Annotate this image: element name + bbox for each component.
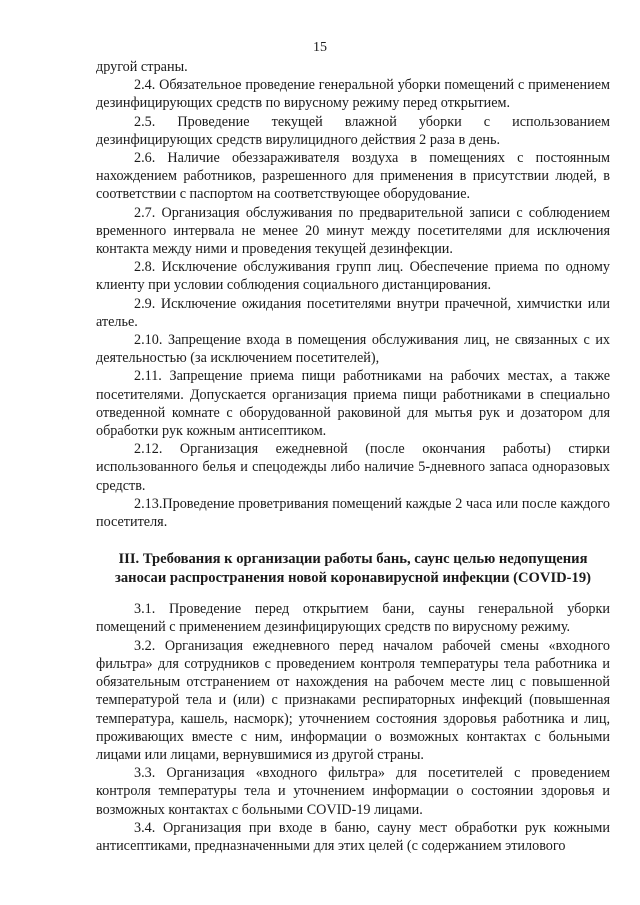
document-body <box>96 58 610 855</box>
page-number: 15 <box>313 40 327 55</box>
paragraph: 2.4. Обязательное проведение генеральной уборки помещений с применением дезинфицирующих средств по вирусному режиму перед открытием. <box>96 77 610 112</box>
paragraph: 3.4. Организация при входе в баню, сауну мест обработки рук кожными антисептиками, предназначенными для этих целей (с содержанием этилового <box>96 819 610 854</box>
section-2-paragraphs <box>96 58 610 531</box>
paragraph: 2.11. Запрещение приема пищи работниками на рабочих местах, а также посетителями. Допускается организация приема пищи работниками в специально отведенной комнате с оборудованной раковиной для мытья рук и дозатором для обработки рук кожным антисептиком. <box>96 368 610 440</box>
paragraph: 2.5. Проведение текущей влажной уборки с использованием дезинфицирующих средств вирулицидного действия 2 раза в день. <box>96 113 610 148</box>
paragraph: другой страны. <box>96 59 188 75</box>
paragraph: 2.12. Организация ежедневной (после окончания работы) стирки использованного белья и спецодежды либо наличие 5-дневного запаса одноразовых средств. <box>96 441 610 494</box>
paragraph: 3.1. Проведение перед открытием бани, сауны генеральной уборки помещений с применением дезинфицирующих средств по вирусному режиму. <box>96 601 610 636</box>
paragraph: 3.2. Организация ежедневного перед началом рабочей смены «входного фильтра» для сотрудников с проведением контроля температуры тела работника и обязательным отстранением от нахождения на рабочем месте лиц с повышенной температурой тела и (или) с признаками респираторных инфекций (повышенная температура, кашель, насморк); уточнением состояния здоровья работника и лиц, проживающих вместе с ним, информации о возможных контактах с больными лицами или лицами, вернувшимися из другой страны. <box>96 637 610 763</box>
paragraph: 2.6. Наличие обеззараживателя воздуха в помещениях с постоянным нахождением работников, разрешенного для применения в присутствии людей, в соответствии с паспортом на соответствующее оборудование. <box>96 150 610 203</box>
paragraph: 2.7. Организация обслуживания по предварительной записи с соблюдением временного интервала не менее 20 минут между посетителями для исключения контакта между ними и проведения текущей дезинфекции. <box>96 204 610 258</box>
paragraph: 3.3. Организация «входного фильтра» для посетителей с проведением контроля температуры тела и уточнением информации о состоянии здоровья и возможных контактах с больными COVID-19 лицами. <box>96 765 610 818</box>
section-3-paragraphs <box>96 600 610 855</box>
section-heading: III. Требования к организации работы бань, саунс целью недопущения заносаи распространения новой коронавирусной инфекции (COVID-19) <box>115 551 591 587</box>
paragraph: 2.10. Запрещение входа в помещения обслуживания лиц, не связанных с их деятельностью (за исключением посетителей), <box>96 332 610 367</box>
paragraph: 2.8. Исключение обслуживания групп лиц. Обеспечение приема по одному клиенту при условии соблюдения социального дистанцирования. <box>96 259 610 294</box>
paragraph: 2.9. Исключение ожидания посетителями внутри прачечной, химчистки или ателье. <box>96 295 610 330</box>
paragraph: 2.13.Проведение проветривания помещений каждые 2 часа или после каждого посетителя. <box>96 495 610 531</box>
